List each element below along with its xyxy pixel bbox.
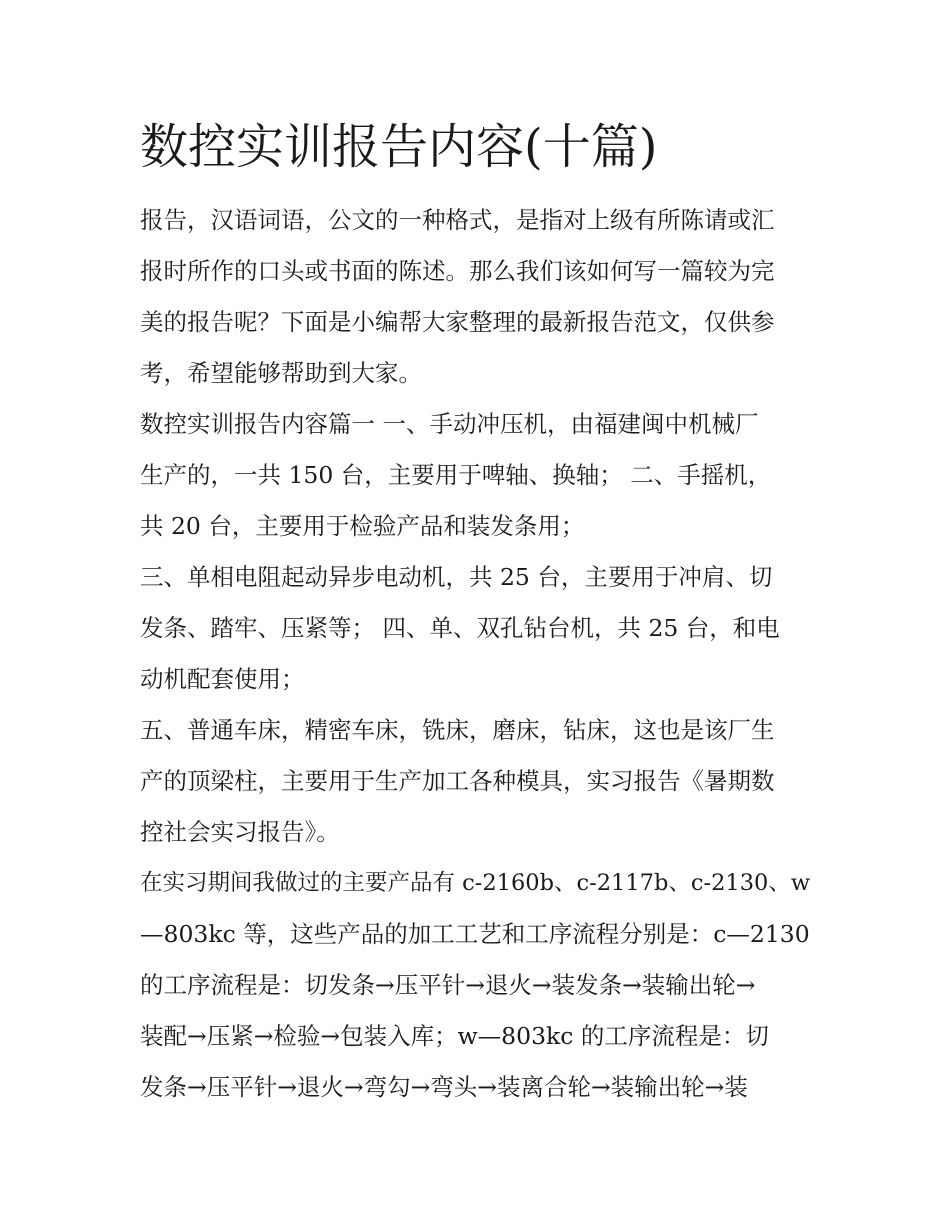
body-line: 三、单相电阻起动异步电动机，共 25 台，主要用于冲肩、切 <box>140 563 773 591</box>
document-title: 数控实训报告内容(十篇) <box>140 119 658 175</box>
body-line: 发条、踏牢、压紧等； 四、单、双孔钻台机，共 25 台，和电 <box>140 614 780 642</box>
body-line: 报告，汉语词语，公文的一种格式，是指对上级有所陈请或汇 <box>140 206 775 234</box>
body-line: 美的报告呢？下面是小编帮大家整理的最新报告范文，仅供参 <box>140 308 775 336</box>
body-line: 考，希望能够帮助到大家。 <box>140 359 422 387</box>
body-line: 数控实训报告内容篇一 一、手动冲压机，由福建闽中机械厂 <box>140 410 759 438</box>
document-body <box>140 195 820 1113</box>
body-line: 报时所作的口头或书面的陈述。那么我们该如何写一篇较为完 <box>140 257 775 285</box>
body-line: 在实习期间我做过的主要产品有 c-2160b、c-2117b、c-2130、w <box>140 870 811 896</box>
body-line: 五、普通车床，精密车床，铣床，磨床，钻床，这也是该厂生 <box>140 716 775 744</box>
body-line: —803kc 等，这些产品的加工工艺和工序流程分别是：c—2130 <box>140 920 810 948</box>
body-line: 生产的，一共 150 台，主要用于啤轴、换轴； 二、手摇机， <box>140 461 772 489</box>
body-line: 产的顶梁柱，主要用于生产加工各种模具，实习报告《暑期数 <box>140 767 775 795</box>
body-line: 发条→压平针→退火→弯勾→弯头→装离合轮→装输出轮→装 <box>140 1073 748 1101</box>
body-line: 动机配套使用； <box>140 665 305 693</box>
body-line: 控社会实习报告》。 <box>140 818 340 846</box>
body-line: 共 20 台，主要用于检验产品和装发条用； <box>140 512 585 540</box>
body-line: 的工序流程是：切发条→压平针→退火→装发条→装输出轮→ <box>140 971 756 999</box>
body-line: 装配→压紧→检验→包装入库；w—803kc 的工序流程是：切 <box>140 1022 769 1050</box>
